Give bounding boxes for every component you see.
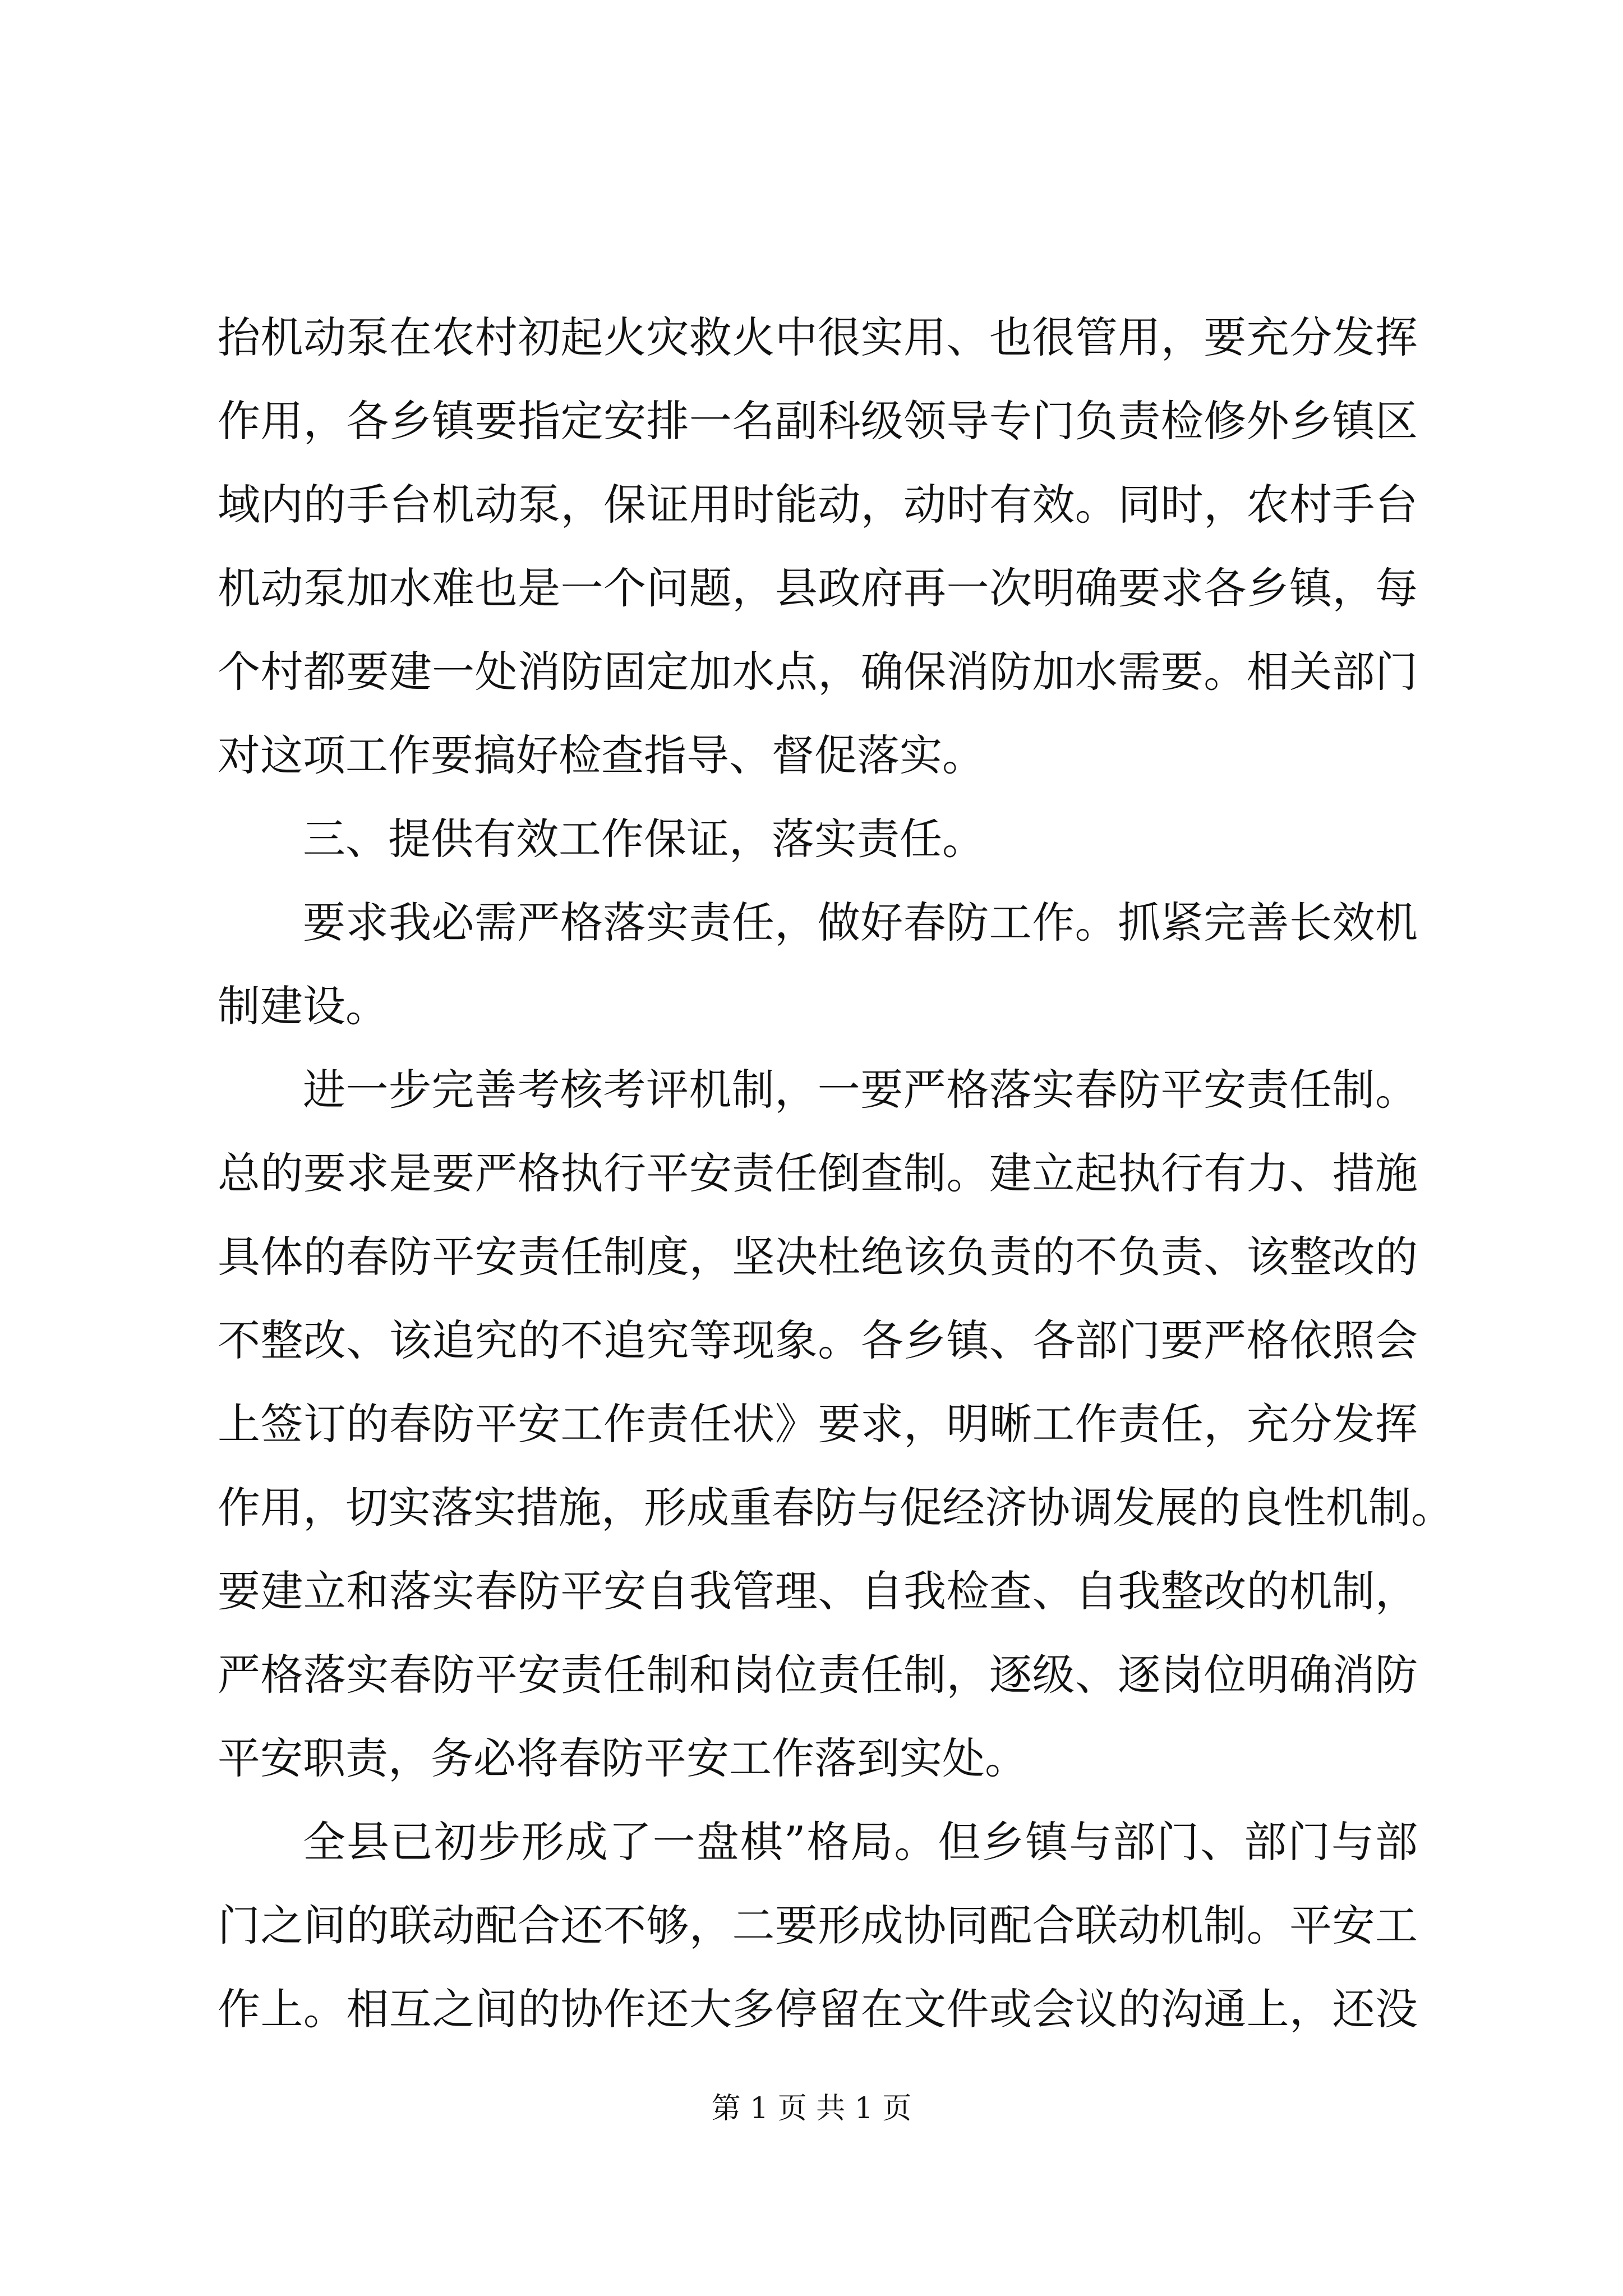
text-line-9: 制建设。 xyxy=(218,981,388,1031)
text-line-15: 作用，切实落实措施，形成重春防与促经济协调发展的良性机制。 xyxy=(218,1483,1454,1533)
text-line-11: 总的要求是要严格执行平安责任倒查制。建立起执行有力、措施 xyxy=(218,1148,1418,1198)
section-heading: 三、提供有效工作保证，落实责任。 xyxy=(303,814,985,864)
text-line-1: 抬机动泵在农村初起火灾救火中很实用、也很管用，要充分发挥 xyxy=(218,312,1418,362)
page-footer: 第 1 页 共 1 页 xyxy=(711,2092,912,2125)
text-line-19: 全县已初步形成了一盘棋”格局。但乡镇与部门、部门与部 xyxy=(303,1817,1418,1867)
text-line-3: 域内的手台机动泵，保证用时能动，动时有效。同时，农村手台 xyxy=(218,480,1418,530)
text-line-13: 不整改、该追究的不追究等现象。各乡镇、各部门要严格依照会 xyxy=(218,1315,1418,1365)
text-line-4: 机动泵加水难也是一个问题，县政府再一次明确要求各乡镇，每 xyxy=(218,563,1418,613)
text-line-17: 严格落实春防平安责任制和岗位责任制，逐级、逐岗位明确消防 xyxy=(218,1650,1418,1700)
text-line-14: 上签订的春防平安工作责任状》要求，明晰工作责任，充分发挥 xyxy=(218,1399,1418,1449)
text-line-5: 个村都要建一处消防固定加水点，确保消防加水需要。相关部门 xyxy=(218,647,1418,697)
text-line-12: 具体的春防平安责任制度，坚决杜绝该负责的不负责、该整改的 xyxy=(218,1232,1418,1282)
text-line-18: 平安职责，务必将春防平安工作落到实处。 xyxy=(218,1733,1027,1783)
text-line-6: 对这项工作要搞好检查指导、督促落实。 xyxy=(218,730,985,780)
text-line-21: 作上。相互之间的协作还大多停留在文件或会议的沟通上，还没 xyxy=(218,1984,1418,2034)
text-line-10: 进一步完善考核考评机制，一要严格落实春防平安责任制。 xyxy=(303,1065,1418,1115)
text-line-16: 要建立和落实春防平安自我管理、自我检查、自我整改的机制， xyxy=(218,1566,1418,1616)
text-line-20: 门之间的联动配合还不够，二要形成协同配合联动机制。平安工 xyxy=(218,1901,1418,1950)
text-line-8: 要求我必需严格落实责任，做好春防工作。抓紧完善长效机 xyxy=(303,898,1418,947)
text-line-2: 作用，各乡镇要指定安排一名副科级领导专门负责检修外乡镇区 xyxy=(218,396,1418,446)
